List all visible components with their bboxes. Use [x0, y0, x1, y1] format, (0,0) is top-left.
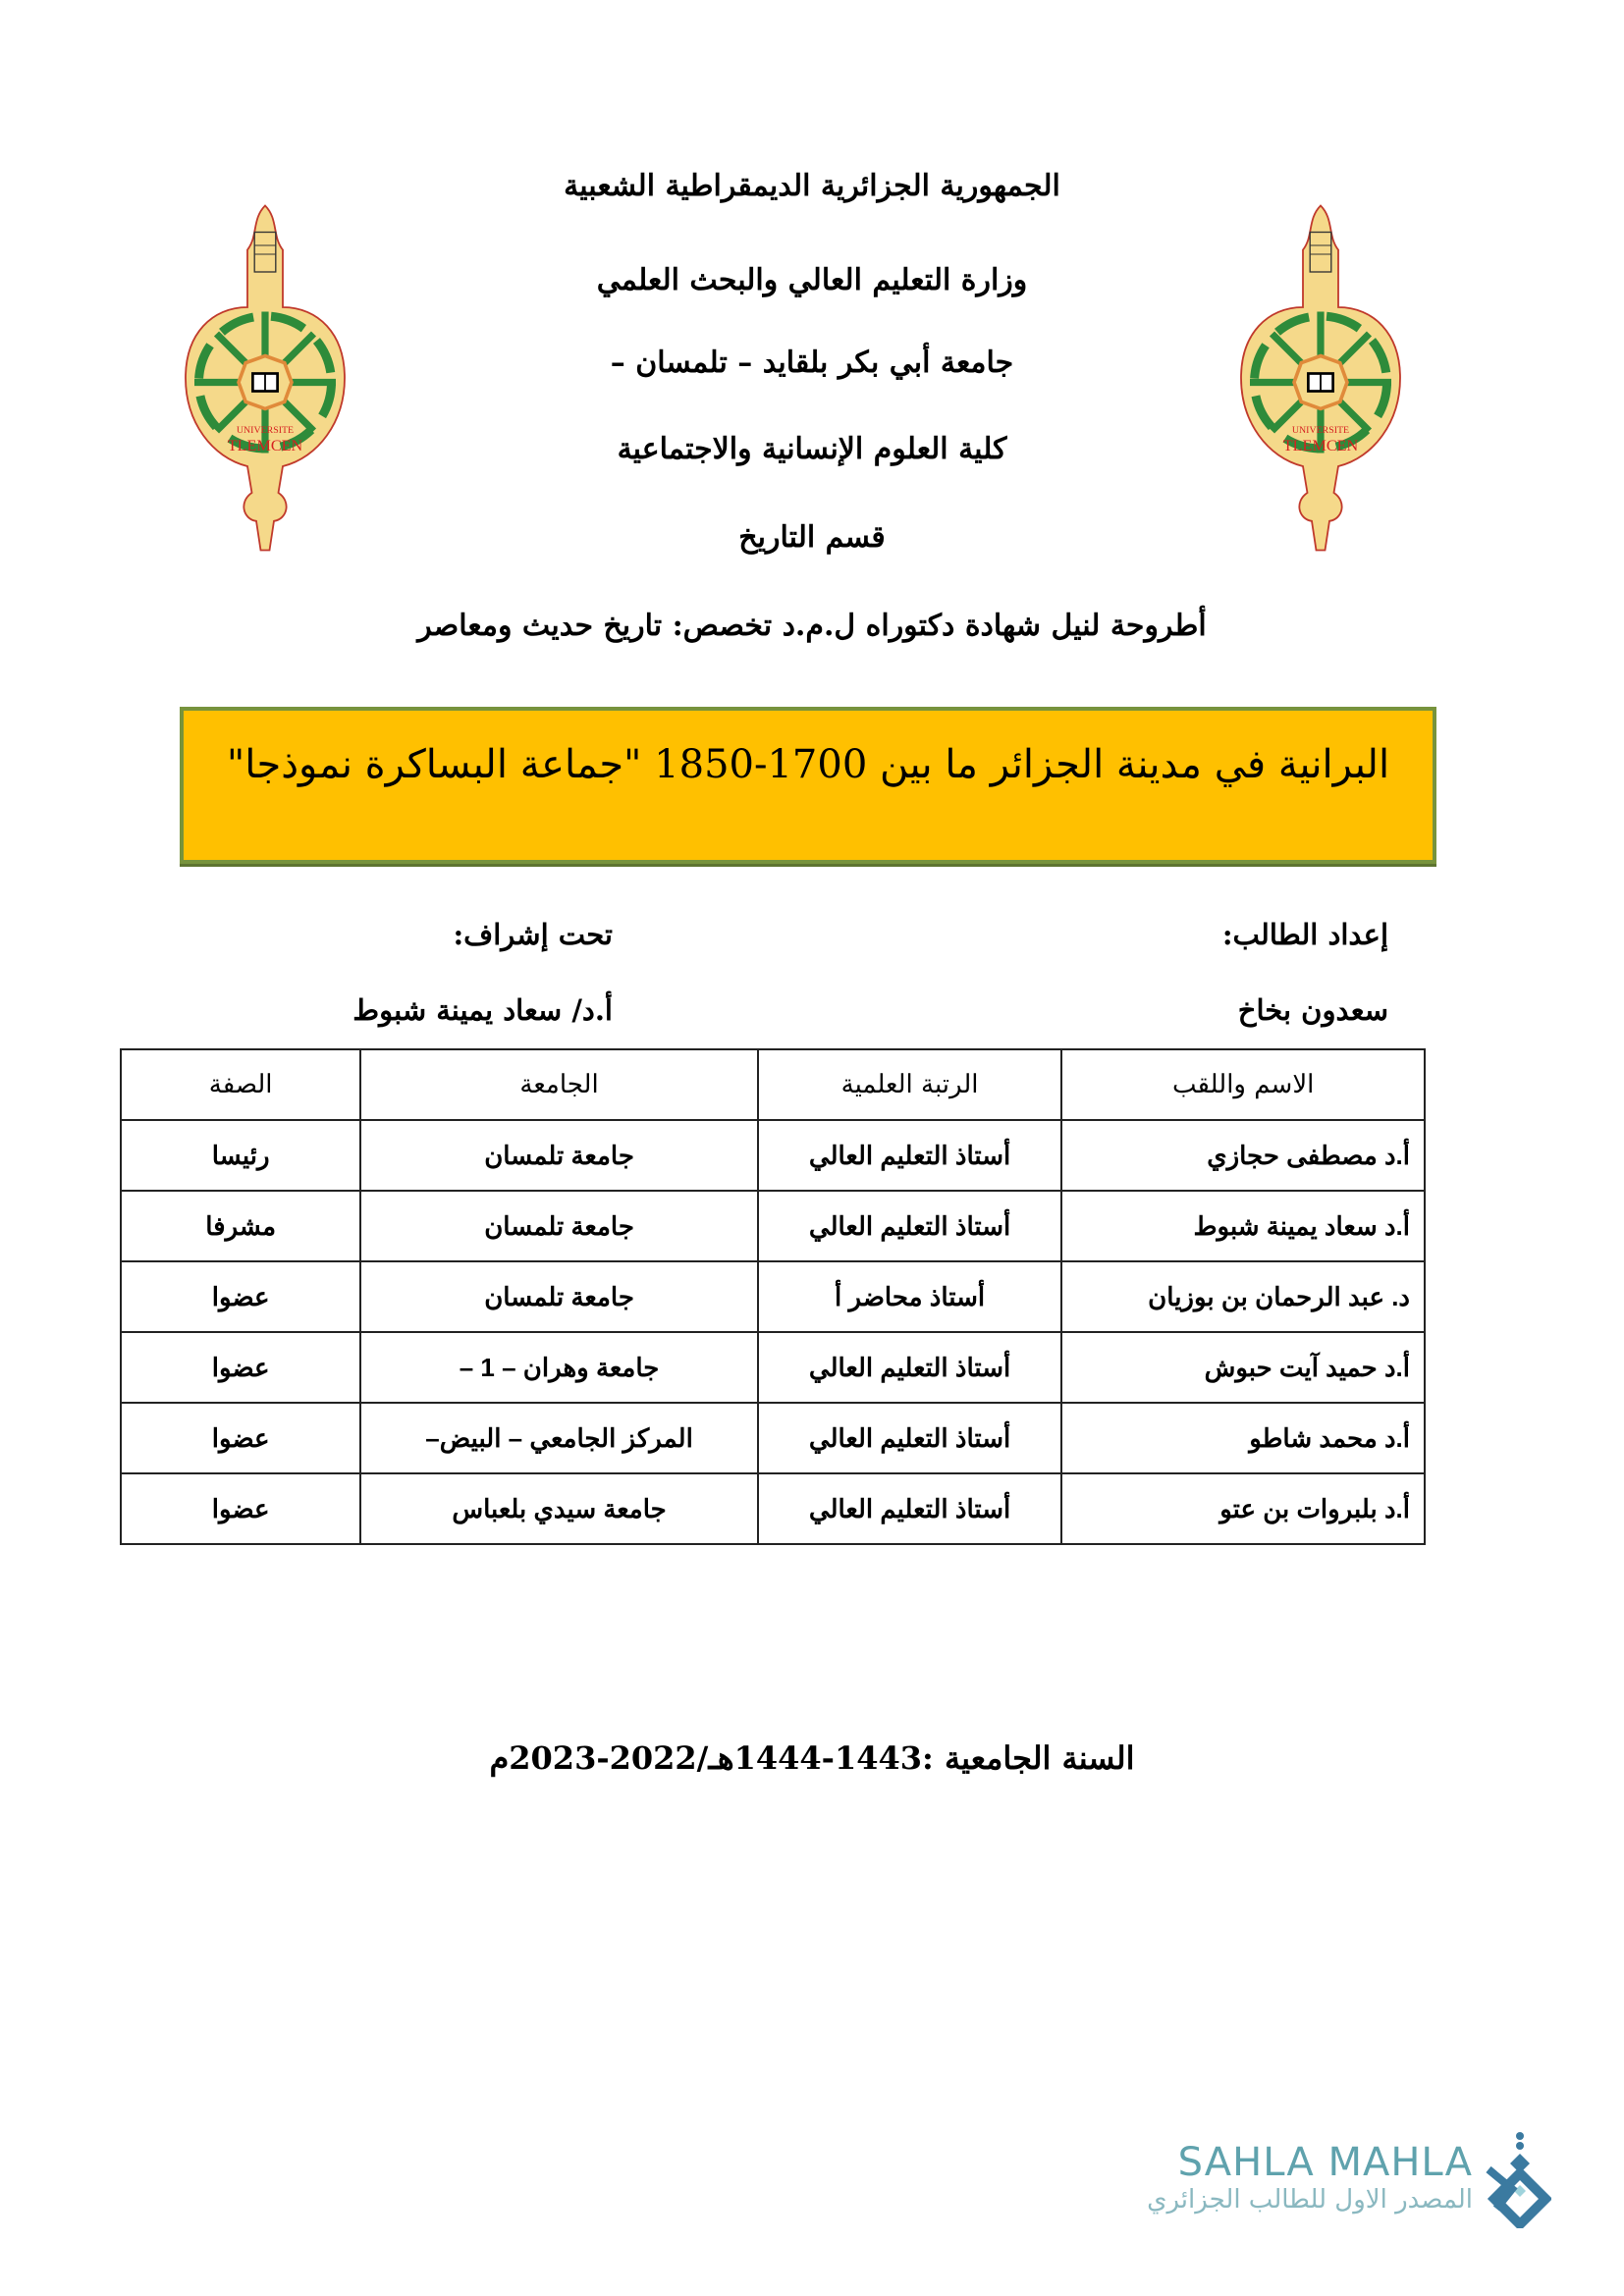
table-row: [121, 1120, 1425, 1191]
ministry-name: وزارة التعليم العالي والبحث العلمي: [596, 263, 1028, 297]
table-row: [121, 1332, 1425, 1403]
header-role: الصفة: [121, 1049, 360, 1120]
member-rank: أستاذ التعليم العالي: [758, 1473, 1062, 1544]
table-row: [121, 1403, 1425, 1473]
header-name: الاسم واللقب: [1061, 1049, 1425, 1120]
member-rank: أستاذ التعليم العالي: [758, 1403, 1062, 1473]
table-row: [121, 1473, 1425, 1544]
member-university: جامعة وهران – 1 –: [360, 1332, 757, 1403]
watermark-arabic: المصدر الاول للطالب الجزائري: [1147, 2185, 1473, 2215]
member-name: أ.د حميد آيت حبوش: [1061, 1332, 1425, 1403]
supervisor-name: أ.د/ سعاد يمينة شبوط: [352, 993, 613, 1027]
university-name: جامعة أبي بكر بلقايد – تلمسان –: [610, 346, 1014, 380]
thesis-title-box: [180, 707, 1436, 864]
sahla-mahla-logo-icon: [1483, 2130, 1551, 2228]
member-name: أ.د مصطفى حجازي: [1061, 1120, 1425, 1191]
member-name: أ.د محمد شاطو: [1061, 1403, 1425, 1473]
thesis-degree: أطروحة لنيل شهادة دكتوراه ل.م.د تخصص: تاريخ حديث ومعاصر: [417, 609, 1207, 643]
svg-text:TLEMCEN: TLEMCEN: [1282, 436, 1359, 454]
country-name: الجمهورية الجزائرية الديمقراطية الشعبية: [564, 169, 1060, 203]
member-role: عضوا: [121, 1403, 360, 1473]
member-rank: أستاذ التعليم العالي: [758, 1191, 1062, 1261]
svg-text:UNIVERSITE: UNIVERSITE: [236, 424, 295, 436]
member-rank: أستاذ التعليم العالي: [758, 1120, 1062, 1191]
table-header-row: [121, 1049, 1425, 1120]
member-role: مشرفا: [121, 1191, 360, 1261]
member-rank: أستاذ محاضر أ: [758, 1261, 1062, 1332]
member-university: جامعة تلمسان: [360, 1261, 757, 1332]
header-university: الجامعة: [360, 1049, 757, 1120]
sahla-mahla-watermark: [1139, 2130, 1551, 2228]
member-name: أ.د سعاد يمينة شبوط: [1061, 1191, 1425, 1261]
supervisor-label: تحت إشراف:: [453, 918, 613, 951]
member-role: عضوا: [121, 1261, 360, 1332]
member-role: رئيسا: [121, 1120, 360, 1191]
member-name: د. عبد الرحمان بن بوزيان: [1061, 1261, 1425, 1332]
member-rank: أستاذ التعليم العالي: [758, 1332, 1062, 1403]
jury-table: [120, 1048, 1426, 1545]
faculty-name: كلية العلوم الإنسانية والاجتماعية: [617, 432, 1007, 466]
svg-text:TLEMCEN: TLEMCEN: [227, 436, 303, 454]
member-university: جامعة تلمسان: [360, 1191, 757, 1261]
member-university: جامعة سيدي بلعباس: [360, 1473, 757, 1544]
svg-text:UNIVERSITE: UNIVERSITE: [1291, 424, 1350, 436]
watermark-latin: SAHLA MAHLA: [1177, 2140, 1473, 2185]
header-rank: الرتبة العلمية: [758, 1049, 1062, 1120]
member-role: عضوا: [121, 1473, 360, 1544]
student-label: إعداد الطالب:: [1221, 918, 1388, 951]
member-university: جامعة تلمسان: [360, 1120, 757, 1191]
thesis-title: البرانية في مدينة الجزائر ما بين 1700-1850 "جماعة البساكرة نموذجا": [226, 742, 1390, 787]
member-university: المركز الجامعي – البيض–: [360, 1403, 757, 1473]
table-row: [121, 1191, 1425, 1261]
student-name: سعدون بخاخ: [1237, 993, 1388, 1027]
member-role: عضوا: [121, 1332, 360, 1403]
table-row: [121, 1261, 1425, 1332]
academic-year: السنة الجامعية :1443-1444هـ/2022-2023م: [489, 1739, 1135, 1777]
member-name: أ.د بلبروات بن عتو: [1061, 1473, 1425, 1544]
department-name: قسم التاريخ: [738, 520, 886, 555]
